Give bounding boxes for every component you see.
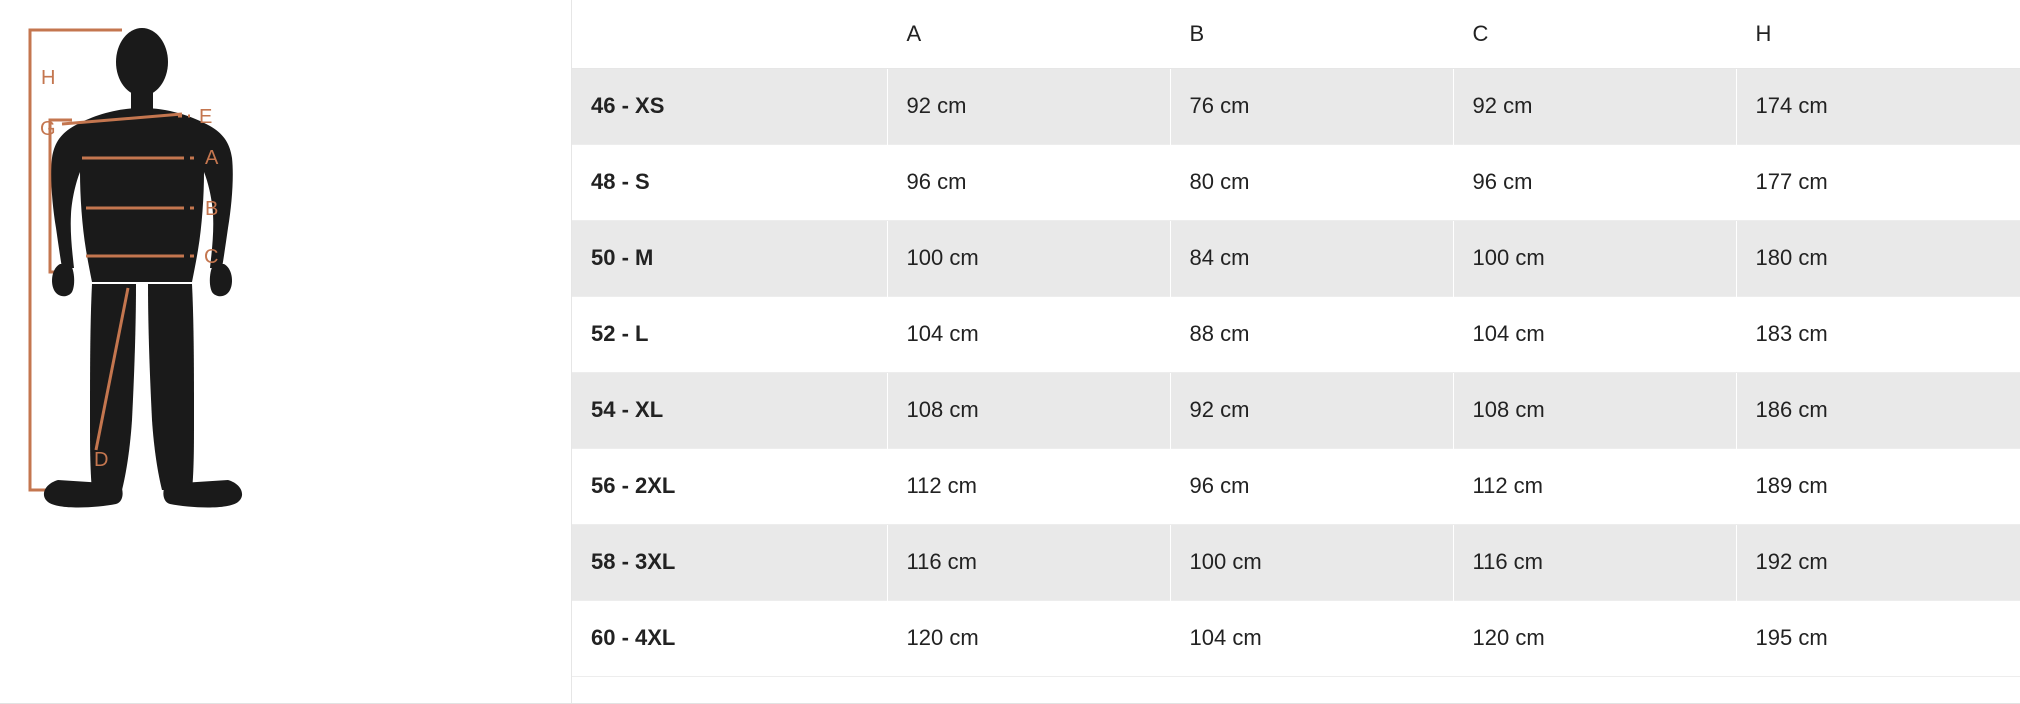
column-header-size [572, 0, 887, 68]
figure-label-E: E [199, 106, 213, 128]
cell-b: 88 cm [1170, 296, 1453, 372]
cell-h: 180 cm [1736, 220, 2020, 296]
body-measurement-diagram-icon [0, 0, 572, 704]
table-row [572, 524, 2020, 600]
table-row [572, 296, 2020, 372]
size-table [572, 0, 2020, 677]
column-header-h: H [1736, 0, 2020, 68]
figure-label-C: C [204, 246, 219, 268]
cell-h: 183 cm [1736, 296, 2020, 372]
figure-label-D: D [94, 449, 109, 471]
figure-label-H: H [41, 67, 56, 89]
figure-label-B: B [205, 198, 219, 220]
cell-c: 116 cm [1453, 524, 1736, 600]
size-table-container [572, 0, 2020, 704]
cell-b: 104 cm [1170, 600, 1453, 676]
column-header-b: B [1170, 0, 1453, 68]
cell-h: 195 cm [1736, 600, 2020, 676]
cell-b: 96 cm [1170, 448, 1453, 524]
size-table-body [572, 68, 2020, 676]
measurement-figure-panel [0, 0, 572, 704]
cell-c: 108 cm [1453, 372, 1736, 448]
cell-size: 48 - S [572, 144, 887, 220]
cell-c: 100 cm [1453, 220, 1736, 296]
cell-c: 104 cm [1453, 296, 1736, 372]
cell-c: 120 cm [1453, 600, 1736, 676]
cell-size: 58 - 3XL [572, 524, 887, 600]
cell-size: 54 - XL [572, 372, 887, 448]
cell-b: 84 cm [1170, 220, 1453, 296]
cell-b: 80 cm [1170, 144, 1453, 220]
cell-c: 112 cm [1453, 448, 1736, 524]
column-header-c: C [1453, 0, 1736, 68]
cell-h: 174 cm [1736, 68, 2020, 144]
cell-a: 92 cm [887, 68, 1170, 144]
cell-a: 112 cm [887, 448, 1170, 524]
table-row [572, 448, 2020, 524]
cell-c: 92 cm [1453, 68, 1736, 144]
cell-b: 100 cm [1170, 524, 1453, 600]
cell-b: 92 cm [1170, 372, 1453, 448]
column-header-a: A [887, 0, 1170, 68]
cell-a: 100 cm [887, 220, 1170, 296]
cell-a: 116 cm [887, 524, 1170, 600]
size-table-header [572, 0, 2020, 68]
cell-size: 46 - XS [572, 68, 887, 144]
table-header-row [572, 0, 2020, 68]
table-row [572, 372, 2020, 448]
cell-b: 76 cm [1170, 68, 1453, 144]
cell-a: 104 cm [887, 296, 1170, 372]
cell-h: 192 cm [1736, 524, 2020, 600]
table-row [572, 600, 2020, 676]
cell-h: 177 cm [1736, 144, 2020, 220]
cell-size: 52 - L [572, 296, 887, 372]
figure-label-A: A [205, 147, 219, 169]
table-row [572, 144, 2020, 220]
cell-size: 50 - M [572, 220, 887, 296]
cell-c: 96 cm [1453, 144, 1736, 220]
cell-a: 96 cm [887, 144, 1170, 220]
cell-h: 186 cm [1736, 372, 2020, 448]
cell-size: 56 - 2XL [572, 448, 887, 524]
cell-size: 60 - 4XL [572, 600, 887, 676]
cell-a: 120 cm [887, 600, 1170, 676]
cell-h: 189 cm [1736, 448, 2020, 524]
table-row [572, 220, 2020, 296]
cell-a: 108 cm [887, 372, 1170, 448]
figure-label-G: G [40, 118, 56, 140]
table-row [572, 68, 2020, 144]
